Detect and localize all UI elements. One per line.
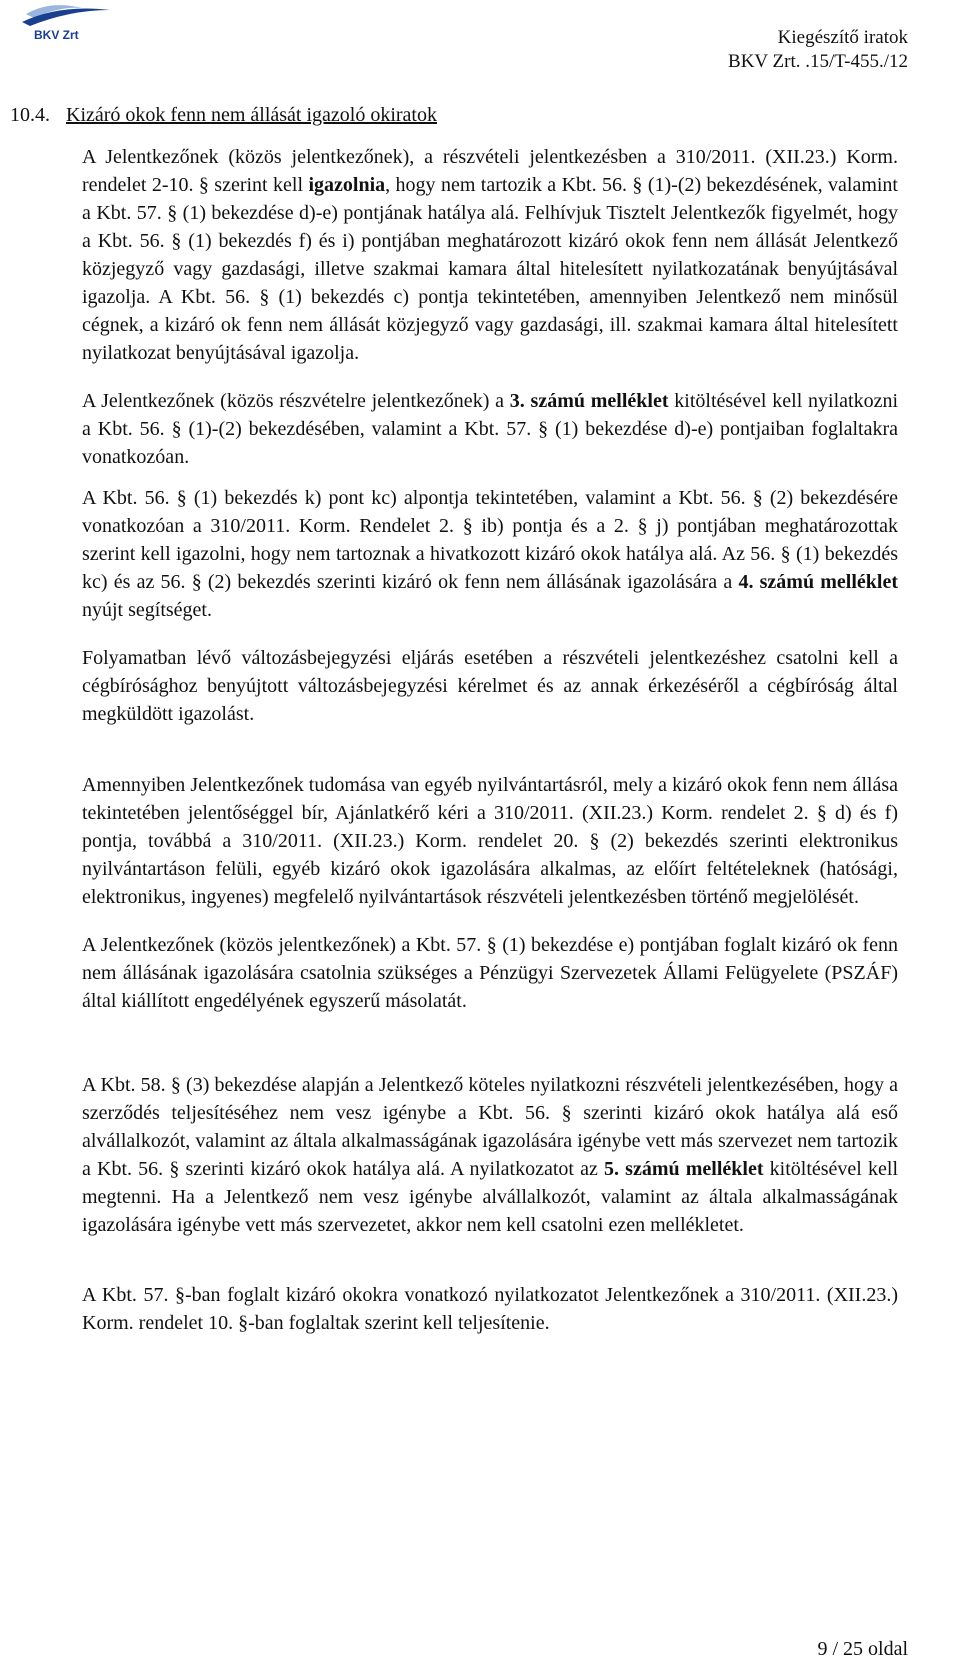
section-heading: [10, 102, 437, 128]
paragraph: [82, 1071, 898, 1239]
document-body: [82, 143, 898, 1337]
paragraph-text: Amennyiben Jelentkezőnek tudomása van egyéb nyilvántartásról, mely a kizáró okok fenn nem állása tekintetében jelentőséggel bír, Ajánlatkérő kéri a 310/2011. (XII.23.) Korm. rendelet 2. § d) és f) pontja, továbbá a 310/2011. (XII.23.) Korm. rendelet 20. § (2) bekezdés szerinti elektronikus nyilvántartáson felüli, egyéb kizáró okok igazolására alkalmas, az előírt feltételeknek (hatósági, elektronikus, ingyenes) megfelelő nyilvántartások részvételi jelentkezésben történő megjelölését.: [82, 774, 898, 908]
bold-text: igazolnia: [308, 174, 386, 196]
bold-text: 3. számú melléklet: [509, 390, 669, 412]
paragraph: [82, 1281, 898, 1337]
paragraph-text: A Kbt. 57. §-ban foglalt kizáró okokra vonatkozó nyilatkozatot Jelentkezőnek a 310/2011. (XII.23.) Korm. rendelet 10. §-ban foglaltak szerint kell teljesítenie.: [82, 1284, 898, 1334]
paragraph: [82, 931, 898, 1015]
bkv-logo: [20, 2, 120, 42]
paragraph-text: A Jelentkezőnek (közös jelentkezőnek), a részvételi jelentkezésben a 310/2011. (XII.23.) Korm. rendelet 2-10. § szerint kell: [82, 146, 898, 196]
paragraph-text: A Jelentkezőnek (közös jelentkezőnek) a Kbt. 57. § (1) bekezdése e) pontjában foglalt kizáró ok fenn nem állásának igazolására csatolnia szükséges a Pénzügyi Szervezetek Állami Felügyelete (PSZÁF) által kiállított engedélyének egyszerű másolatát.: [82, 934, 898, 1012]
document-code: BKV Zrt. .15/T-455./12: [728, 51, 908, 72]
paragraph: [82, 771, 898, 911]
page-number: 9 / 25 oldal: [817, 1638, 908, 1660]
bold-text: 4. számú melléklet: [738, 571, 899, 593]
logo-text: BKV Zrt: [34, 28, 79, 42]
paragraph-text: kitöltésével kell megtenni. Ha a Jelentkező nem vesz igénybe alvállalkozót, valamint az általa alkalmasságának igazolására igénybe vett más szervezetet, akkor nem kell csatolni ezen mellékletet.: [82, 1158, 899, 1236]
paragraph: [82, 644, 898, 728]
paragraph-text: A Kbt. 56. § (1) bekezdés k) pont kc) alpontja tekintetében, valamint a Kbt. 56. § (2) bekezdésére vonatkozóan a 310/2011. Korm. Rendelet 2. § ib) pontja és a 2. § j) pontjában meghatározottak szerint kell igazolni, hogy nem tartoznak a hivatkozott kizáró okok hatálya alá. Az 56. § (1) bekezdés kc) és az 56. § (2) bekezdés szerinti kizáró ok fenn nem állásának igazolására a: [82, 487, 898, 593]
document-title: Kiegészítő iratok: [777, 27, 908, 48]
paragraph: [82, 387, 898, 471]
paragraph-text: A Jelentkezőnek (közös részvételre jelentkezőnek) a: [82, 390, 510, 412]
paragraph: [82, 143, 898, 367]
paragraph-text: nyújt segítséget.: [82, 599, 212, 621]
paragraph: [82, 484, 898, 624]
paragraph-text: A Kbt. 58. § (3) bekezdése alapján a Jelentkező köteles nyilatkozni részvételi jelentkezésében, hogy a szerződés teljesítéséhez nem vesz igénybe a Kbt. 56. § szerinti kizáró okok hatálya alá eső alvállalkozót, valamint az általa alkalmasságának igazolására igénybe vett más szervezet nem tartozik a Kbt. 56. § szerinti kizáró okok hatálya alá. A nyilatkozatot az: [82, 1074, 898, 1180]
paragraph-text: kitöltésével kell nyilatkozni a Kbt. 56. § (1)-(2) bekezdésében, valamint a Kbt. 57. § (1) bekezdése d)-e) pontjaiban foglaltakra vonatkozóan.: [82, 390, 899, 468]
section-number: 10.4.: [10, 104, 50, 126]
paragraph-text: Folyamatban lévő változásbejegyzési eljárás esetében a részvételi jelentkezéshez csatolni kell a cégbírósághoz benyújtott változásbejegyzési kérelmet és az annak érkezéséről a cégbíróság által megküldött igazolást.: [82, 647, 898, 725]
document-header: [728, 26, 908, 74]
bold-text: 5. számú melléklet: [604, 1158, 764, 1180]
paragraph-text: , hogy nem tartozik a Kbt. 56. § (1)-(2) bekezdésének, valamint a Kbt. 57. § (1) bekezdése d)-e) pontjának hatálya alá. Felhívjuk Tisztelt Jelentkezők figyelmét, hogy a Kbt. 56. § (1) bekezdés f) és i) pontjában meghatározott kizáró okok fenn nem állását Jelentkező közjegyző vagy gazdasági, illetve szakmai kamara által hitelesített nyilatkozatának benyújtásával igazolja. A Kbt. 56. § (1) bekezdés c) pontja tekintetében, amennyiben Jelentkező nem minősül cégnek, a kizáró ok fenn nem állását közjegyző vagy gazdasági, ill. szakmai kamara által hitelesített nyilatkozat benyújtásával igazolja.: [82, 174, 898, 364]
section-title: Kizáró okok fenn nem állását igazoló okiratok: [66, 104, 437, 126]
